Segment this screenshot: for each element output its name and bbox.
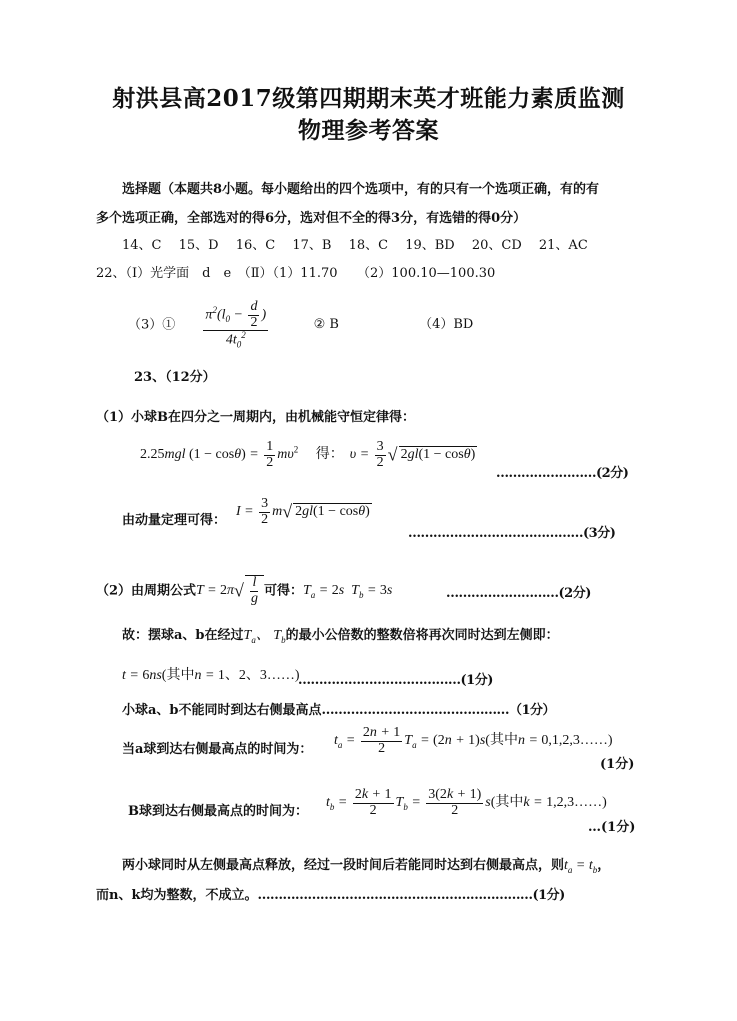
q23-final-1-text: 两小球同时从左侧最高点释放，经过一段时间后若能同时达到右侧最高点，则 (122, 858, 565, 873)
q22-line1: 22、（Ⅰ）光学面 d e （Ⅱ）（1）11.70 （2）100.10—100.30 (96, 266, 496, 281)
periods-ta-tb: $T_a$、 $T_b$ (243, 628, 286, 645)
page-title: 射洪县高2017级第四期期末英才班能力素质监测 (112, 85, 625, 112)
q23-tb-text: B球到达右侧最高点的时间为： (128, 804, 308, 819)
q23-ta-text: 当a球到达右侧最高点的时间为： (122, 742, 313, 757)
q23-final-1: 两小球同时从左侧最高点释放，经过一段时间后若能同时达到右侧最高点，则$t_a = t_b$， (122, 858, 611, 875)
ta-equation: $t_a$ = $\frac{2n + 1}{2}$ $T_a = (2n + 1)s$(其中n = 0,1,2,3……) (334, 725, 613, 756)
q23-conclusion-1 (122, 624, 559, 645)
q22-part3-b: ② B (313, 317, 339, 333)
q23-right-top-score: ………………………………………（1分） (321, 703, 556, 718)
page-subtitle: 物理参考答案 (298, 117, 439, 144)
period-formula: T = 2π√ $\frac{l}{g}$ (196, 583, 264, 598)
choice-answers: 14、C 15、D 16、C 17、B 18、C 19、BD 20、CD 21、AC (122, 238, 588, 253)
ta-equals-tb: $t_a = t_b$ (564, 858, 598, 875)
q23-t-eq (122, 664, 300, 684)
q22-part3 (128, 300, 473, 350)
q23-eq1-score: ……………………(2分) (496, 466, 629, 481)
q23-final-score: …………………………………………………………(1分) (257, 888, 565, 903)
q23-part2 (96, 575, 392, 606)
q23-part1-text: （1）小球B在四分之一周期内，由机械能守恒定律得： (96, 410, 416, 425)
q23-part1b-text: 由动量定理可得： (122, 513, 227, 528)
q23-part2-mid: 可得： (263, 583, 303, 599)
q23-conclusion-1b: 的最小公倍数的整数倍将再次同时达到左侧即： (285, 628, 559, 643)
q23-eq2-score: ……………………………………(3分) (408, 526, 616, 541)
choice-instructions-line2: 多个选项正确，全部选对的得6分，选对但不全的得3分，有选错的得0分） (96, 211, 527, 226)
q23-part2-text: （2）由周期公式 (96, 583, 197, 599)
q23-ta-score: (1分) (600, 757, 635, 772)
q23-eq2 (236, 497, 372, 527)
q22-part3-prefix: （3）① (128, 317, 176, 333)
q22-formula: $\pi^2(l_0$ − $\frac{d}{2}$ ) $4t_0^2$ (205, 299, 267, 350)
t-equation: t = 6ns(其中n = 1、2、3……) (122, 668, 300, 683)
tb-equation: $t_b$ = $\frac{2k + 1}{2}$ $T_b$ = $\frac{3(2k + 1)}{2}$ s(其中k = 1,2,3……) (326, 787, 607, 818)
q23-tb-score: …(1分) (588, 820, 636, 835)
q23-eq3-score: ………………………(2分) (446, 586, 591, 601)
q23-tb-eq (326, 788, 607, 818)
q23-right-top-text: 小球a、b不能同时到达右侧最高点 (122, 703, 322, 718)
period-values: $T_a = 2s$ $T_b = 3s$ (302, 583, 393, 601)
choice-instructions-line1: 选择题（本题共8小题。每小题给出的四个选项中，有的只有一个选项正确，有的有 (122, 182, 600, 197)
q23-ta-eq (334, 726, 613, 756)
q23-eq1 (140, 440, 477, 470)
q23-final-2 (96, 884, 565, 903)
q23-right-top (122, 699, 555, 718)
q23-t-eq-score: …………………………………(1分) (298, 673, 493, 688)
q22-part4: （4）BD (419, 317, 474, 333)
impulse-equation: I = $\frac{3}{2}$ m√ 2gl(1 − cosθ) (236, 496, 370, 527)
q23-heading: 23、（12分） (134, 370, 216, 385)
q23-conclusion-1a: 故：摆球a、b在经过 (122, 628, 244, 643)
energy-equation: 2.25mgl (1 − cosθ) = $\frac{1}{2}$ $m\upsilon^2$ 得： υ = $\frac{3}{2}$ √ 2gl(1 − cosθ) (140, 439, 476, 470)
q23-final-2-text: 而n、k均为整数，不成立。 (96, 888, 258, 903)
